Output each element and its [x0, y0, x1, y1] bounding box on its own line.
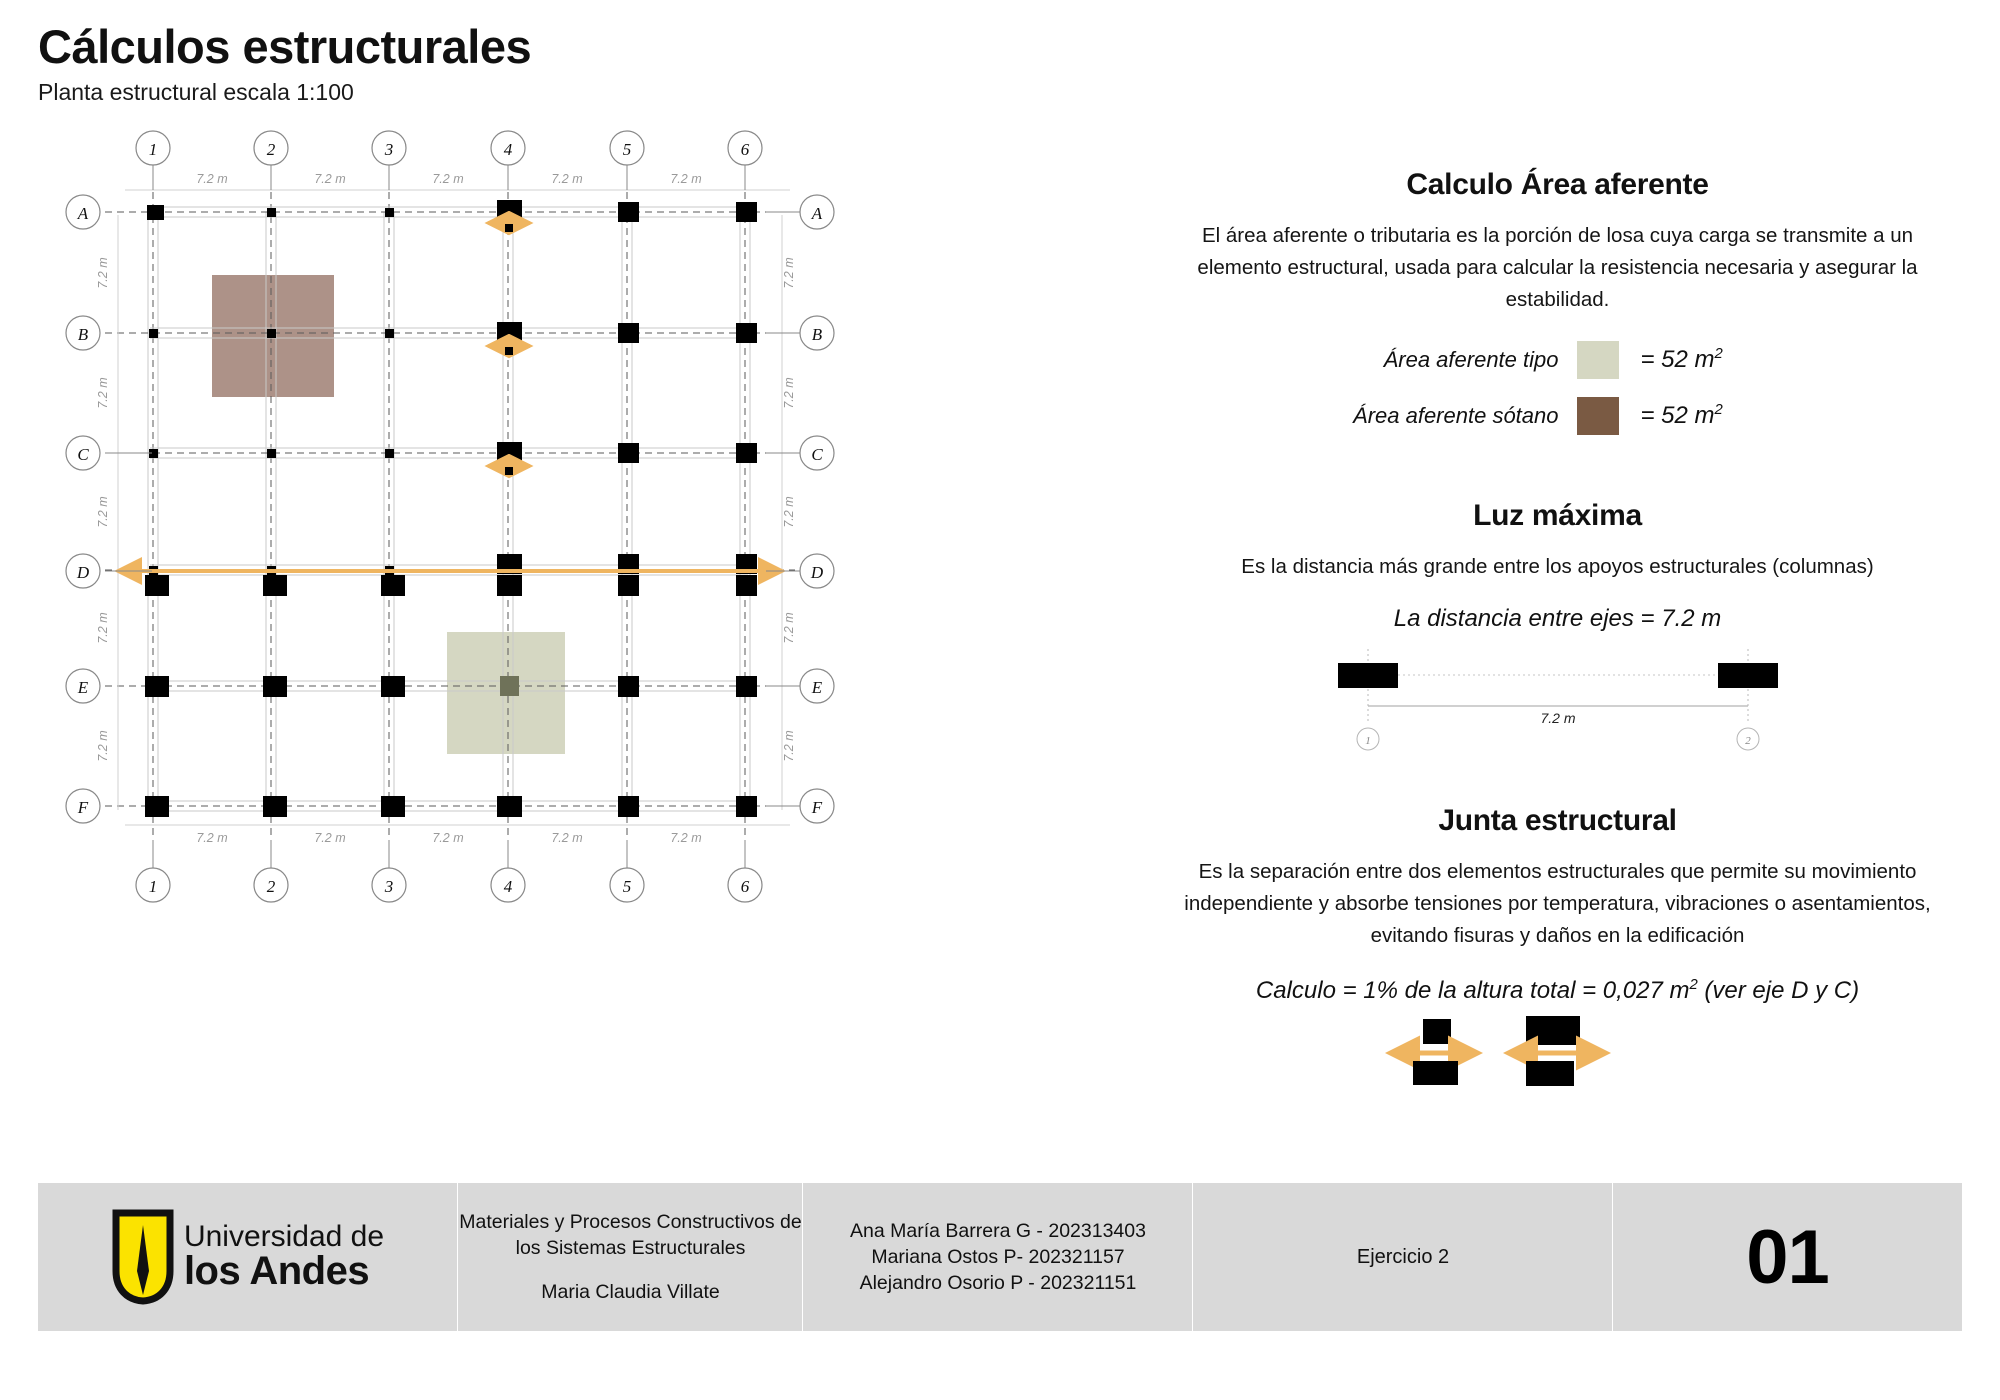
grid-bubble-right-C	[800, 436, 834, 470]
legend-label-tipo: Área aferente tipo	[1383, 347, 1559, 373]
legend-value-tipo	[1619, 346, 1839, 374]
dim-top-1: 7.2 m	[196, 172, 228, 186]
grid-bubble-left-E	[66, 669, 100, 703]
svg-text:6: 6	[740, 140, 750, 159]
grid-bubble-top-1	[136, 131, 170, 165]
grid-bubble-bottom-6	[728, 868, 762, 902]
span-column-right	[1718, 663, 1778, 688]
dim-bottom-2: 7.2 m	[314, 831, 346, 845]
grid-bubble-top-3	[372, 131, 406, 165]
grid-bubble-right-D	[800, 554, 834, 588]
course-gap	[458, 1261, 803, 1279]
dim-left-5: 7.2 m	[96, 730, 110, 762]
junta-calc-tail: (ver eje D y C)	[1697, 977, 1860, 1005]
legend-row-sotano	[1135, 397, 1980, 435]
legend-row-tipo	[1135, 341, 1980, 379]
span-dimension-label: 7.2 m	[1539, 710, 1576, 727]
svg-text:3: 3	[384, 140, 394, 159]
span-diagram	[1298, 643, 1818, 758]
column-e4	[500, 676, 519, 696]
grid-bubble-bottom-3	[372, 868, 406, 902]
joint-small-blocks	[505, 224, 513, 475]
grid-bubble-left-B	[66, 316, 100, 350]
svg-text:F: F	[811, 798, 823, 817]
bubble-stems	[153, 165, 745, 868]
area-aferente-section	[1135, 168, 1980, 435]
dim-bottom-1: 7.2 m	[196, 831, 228, 845]
dimension-labels-top	[196, 172, 701, 186]
dim-bottom-3: 7.2 m	[432, 831, 464, 845]
span-axis-bubble-left	[1357, 728, 1379, 750]
grid-bubble-left-F	[66, 789, 100, 823]
title-block-footer	[38, 1183, 1962, 1331]
professor-name: Maria Claudia Villate	[541, 1281, 720, 1304]
structural-plan-drawing	[0, 120, 1100, 1120]
area-legend	[1135, 341, 1980, 435]
svg-text:1: 1	[148, 877, 158, 896]
logo-line-2: los Andes	[183, 1249, 370, 1294]
grid-bubble-left-D	[66, 554, 100, 588]
dim-bottom-4: 7.2 m	[551, 831, 583, 845]
plan-svg	[0, 120, 1100, 1120]
luz-emphasis: La distancia entre ejes = 7.2 m	[1393, 605, 1722, 633]
legend-value-tipo-exp: 2	[1714, 346, 1723, 363]
junta-detail-2	[1508, 1016, 1606, 1086]
span-axis-bubble-right	[1737, 728, 1759, 750]
junta-detail-diagrams	[1348, 1011, 1768, 1106]
grid-bubble-top-4	[491, 131, 525, 165]
svg-text:C: C	[77, 445, 89, 464]
luz-section-body: Es la distancia más grande entre los apoyos estructurales (columnas)	[1241, 555, 1874, 579]
grid-bubbles-top	[136, 131, 762, 165]
svg-text:A: A	[77, 204, 89, 223]
course-name: Materiales y Procesos Constructivos de los Sistemas Estructurales	[459, 1210, 802, 1259]
svg-text:E: E	[77, 678, 89, 697]
dim-top-4: 7.2 m	[551, 172, 583, 186]
svg-text:B: B	[811, 325, 823, 344]
grid-bubble-top-2	[254, 131, 288, 165]
svg-text:F: F	[77, 798, 89, 817]
footer-sheet-number-cell	[1613, 1183, 1962, 1331]
grid-bubble-right-B	[800, 316, 834, 350]
junta-detail-svg	[1348, 1011, 1768, 1101]
page-header	[38, 22, 531, 107]
dim-right-5: 7.2 m	[782, 730, 796, 762]
junta-section-title: Junta estructural	[1438, 804, 1677, 838]
span-axis-label-left: 1	[1364, 735, 1371, 748]
legend-value-sotano-text: = 52 m	[1640, 402, 1715, 430]
dim-left-4: 7.2 m	[96, 612, 110, 644]
shield-icon	[112, 1209, 174, 1305]
page-subtitle: Planta estructural escala 1:100	[38, 79, 354, 106]
footer-exercise-cell	[1193, 1183, 1613, 1331]
grid-bubble-bottom-5	[610, 868, 644, 902]
span-axis-label-right: 2	[1744, 735, 1751, 748]
footer-course-cell	[458, 1183, 803, 1331]
svg-text:1: 1	[148, 140, 158, 159]
svg-text:E: E	[811, 678, 823, 697]
span-diagram-svg	[1298, 643, 1818, 753]
dim-right-1: 7.2 m	[782, 257, 796, 289]
dim-right-2: 7.2 m	[782, 377, 796, 409]
grid-bubbles-right	[800, 195, 834, 823]
junta2-block-bottom	[1526, 1061, 1574, 1086]
junta-calc-text: Calculo = 1% de la altura total = 0,027 m	[1255, 977, 1690, 1005]
grid-bubble-top-6	[728, 131, 762, 165]
spacer-2	[1135, 758, 1980, 804]
dim-top-3: 7.2 m	[432, 172, 464, 186]
sheet-number: 01	[1746, 1214, 1829, 1300]
svg-text:C: C	[811, 445, 823, 464]
grid-bubble-right-E	[800, 669, 834, 703]
dimension-labels-bottom	[196, 831, 701, 845]
svg-text:3: 3	[384, 877, 394, 896]
dim-left-3: 7.2 m	[96, 496, 110, 528]
student-2: Mariana Ostos P- 202321157	[871, 1245, 1125, 1268]
student-3: Alejandro Osorio P - 202321151	[859, 1272, 1137, 1295]
dim-left-2: 7.2 m	[96, 377, 110, 409]
svg-text:5: 5	[622, 877, 632, 896]
university-logo	[112, 1209, 384, 1305]
logo-text	[183, 1220, 385, 1294]
dim-top-2: 7.2 m	[314, 172, 346, 186]
junta-estructural-section	[1135, 804, 1980, 1106]
dim-bottom-5: 7.2 m	[670, 831, 702, 845]
logo-line-1: Universidad de	[183, 1220, 385, 1254]
svg-text:A: A	[811, 204, 823, 223]
svg-text:4: 4	[503, 140, 513, 159]
grid-bubble-bottom-1	[136, 868, 170, 902]
span-column-left	[1338, 663, 1398, 688]
grid-bubble-right-F	[800, 789, 834, 823]
junta-detail-1	[1390, 1019, 1478, 1085]
dim-left-1: 7.2 m	[96, 257, 110, 289]
legend-value-tipo-text: = 52 m	[1640, 346, 1715, 374]
grid-bubble-right-A	[800, 195, 834, 229]
grid-bubble-bottom-2	[254, 868, 288, 902]
junta1-block-top	[1423, 1019, 1451, 1044]
svg-text:B: B	[77, 325, 89, 344]
student-1: Ana María Barrera G - 202313403	[850, 1219, 1146, 1242]
dim-top-5: 7.2 m	[670, 172, 702, 186]
svg-text:6: 6	[740, 877, 750, 896]
area-section-body: El área aferente o tributaria es la porción de losa cuya carga se transmite a un elemento estructural, usada para calcular la resistencia necesaria y asegurar la estabilidad.	[1197, 224, 1918, 311]
svg-text:D: D	[810, 563, 824, 582]
dim-right-4: 7.2 m	[782, 612, 796, 644]
junta2-block-top	[1526, 1016, 1580, 1045]
grid-bubble-left-C	[66, 436, 100, 470]
dim-right-3: 7.2 m	[782, 496, 796, 528]
legend-value-sotano-exp: 2	[1714, 402, 1723, 419]
grid-bubble-top-5	[610, 131, 644, 165]
axis-leaders	[105, 453, 152, 571]
explanations-panel	[1135, 168, 1980, 1106]
footer-students-cell	[803, 1183, 1193, 1331]
footer-students-block	[850, 1218, 1146, 1297]
grid-bubbles-bottom	[136, 868, 762, 902]
footer-logo-cell	[38, 1183, 458, 1331]
grid-bubbles-left	[66, 195, 100, 823]
junta-section-body: Es la separación entre dos elementos estructurales que permite su movimiento independiente y absorbe tensiones por temperatura, vibraciones o asentamientos, evitando fisuras y daños en la edificación	[1184, 860, 1931, 947]
spacer-1	[1135, 453, 1980, 499]
grid-bubble-left-A	[66, 195, 100, 229]
legend-value-sotano	[1619, 402, 1839, 430]
area-section-title: Calculo Área aferente	[1406, 168, 1709, 201]
joint-arrows-axis-4	[488, 223, 530, 466]
luz-maxima-section	[1135, 499, 1980, 758]
luz-section-title: Luz máxima	[1473, 499, 1642, 533]
legend-label-sotano: Área aferente sótano	[1353, 403, 1559, 429]
svg-text:2: 2	[266, 877, 276, 896]
grid-bubble-bottom-4	[491, 868, 525, 902]
svg-text:2: 2	[266, 140, 276, 159]
junta1-block-bottom	[1413, 1061, 1458, 1085]
svg-text:5: 5	[622, 140, 632, 159]
svg-text:4: 4	[503, 877, 513, 896]
junta-calc-exp: 2	[1689, 977, 1698, 994]
svg-text:D: D	[76, 563, 90, 582]
page-title: Cálculos estructurales	[38, 20, 532, 73]
footer-course-block	[458, 1209, 803, 1306]
exercise-label: Ejercicio 2	[1356, 1245, 1450, 1268]
junta-calc-line	[1135, 977, 1980, 1005]
legend-swatch-sotano	[1577, 397, 1619, 435]
legend-swatch-tipo	[1577, 341, 1619, 379]
